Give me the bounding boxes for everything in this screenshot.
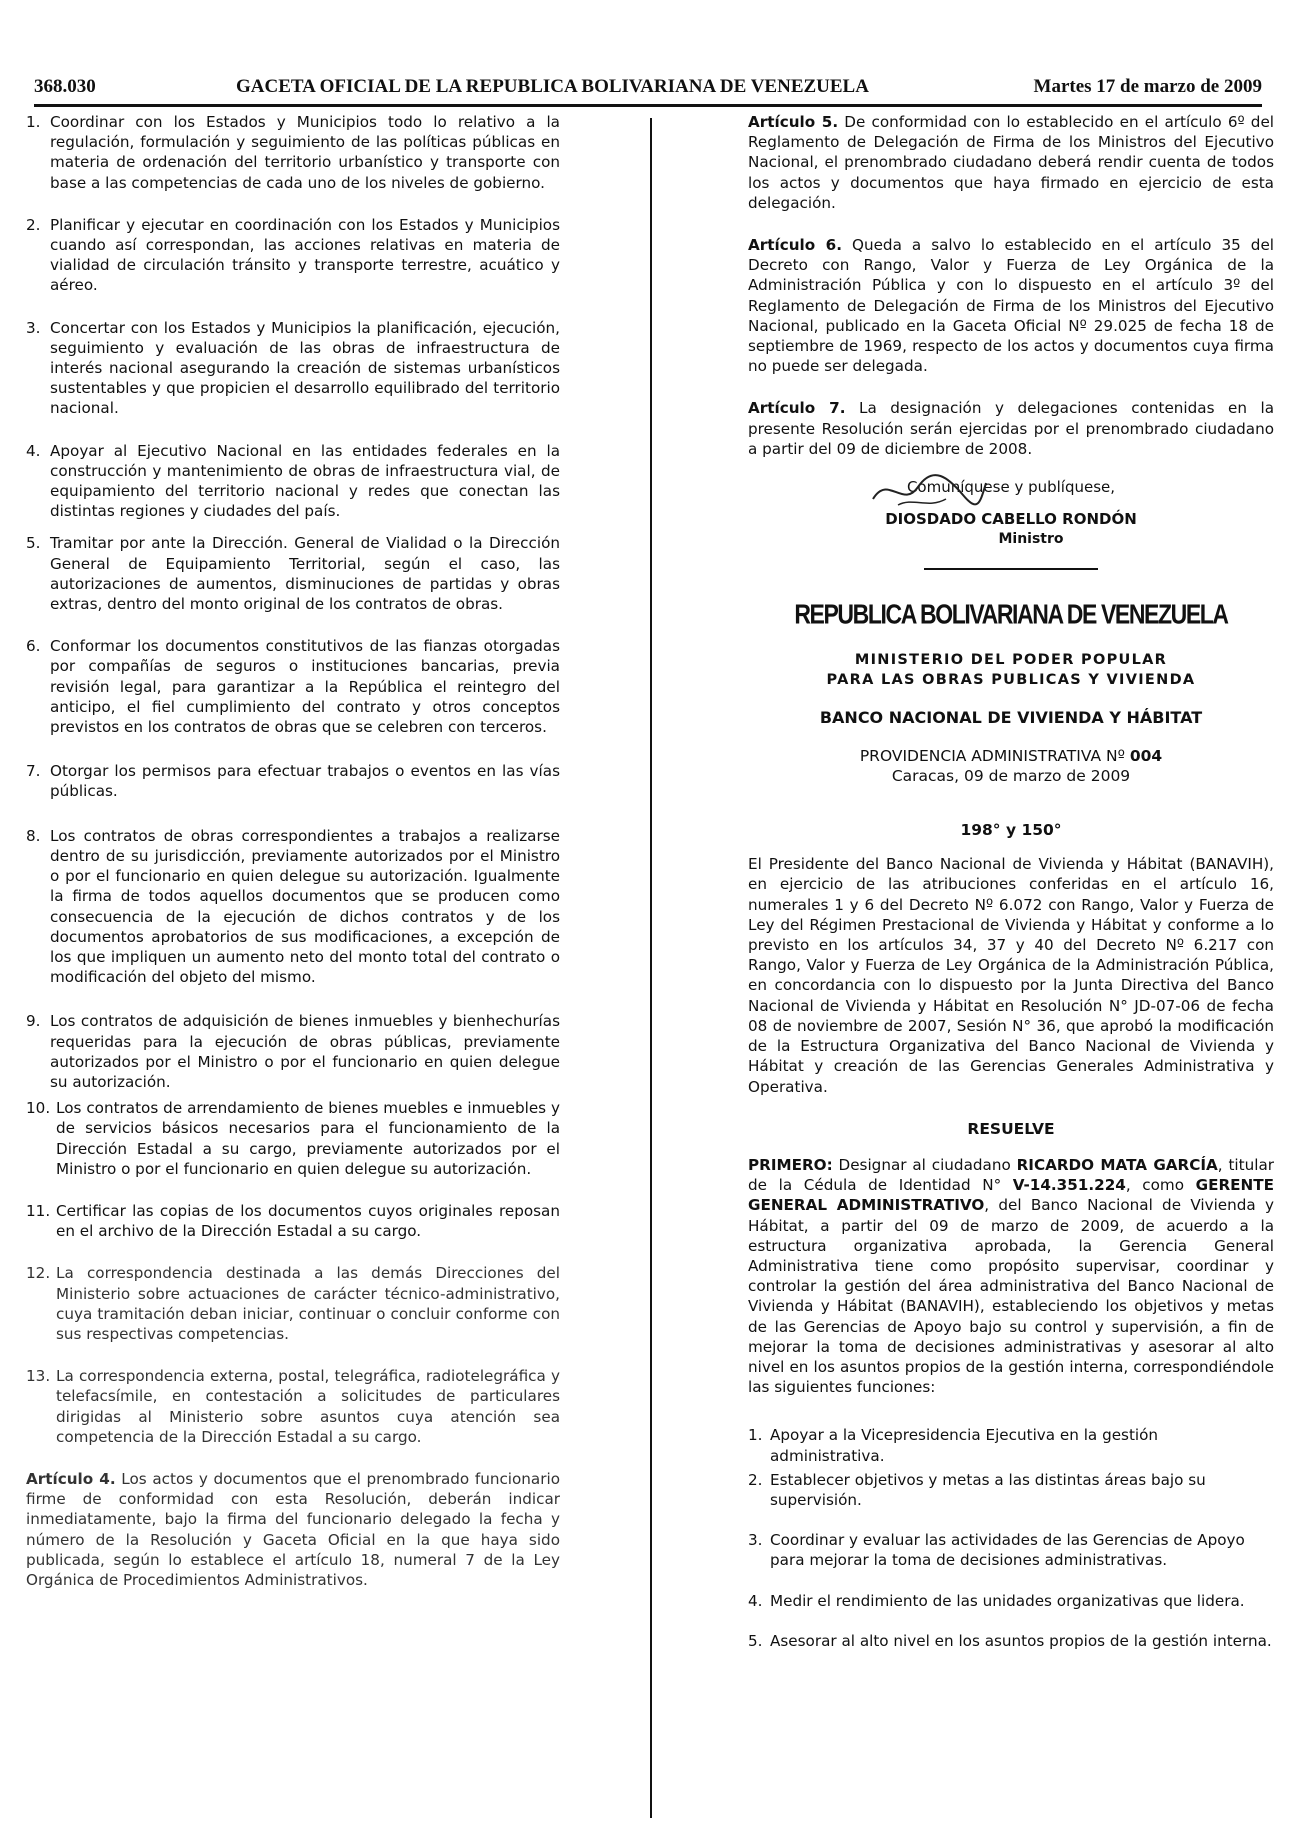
articulo-6-text: Queda a salvo lo establecido en el artículo 35 del Decreto con Rango, Valor y Fuerza de Ley Orgánica de la Administración Pública y con lo dispuesto en el artículo 3º del Reglamento de Delegación de Firma de los Ministros del Ejecutivo Nacional, publicado en la Gaceta Oficial Nº 29.025 de fecha 18 de septiembre de 1969, respecto de los actos y documentos cuya firma no puede ser delegada. <box>748 236 1275 376</box>
list-item: 1. Coordinar con los Estados y Municipios todo lo relativo a la regulación, formulación y seguimiento de las políticas públicas en materia de ordenación del territorio urbanístico y transporte con base a las competencias de cada uno de los niveles de gobierno. <box>26 113 560 192</box>
handwritten-signature-icon <box>868 469 988 513</box>
articulo-4 <box>26 1469 560 1590</box>
list-item: 7. Otorgar los permisos para efectuar trabajos o eventos en las vías públicas. <box>26 762 560 801</box>
articulo-5-text: De conformidad con lo establecido en el artículo 6º del Reglamento de Delegación de Firma de los Ministros del Ejecutivo Nacional, el prenombrado ciudadano deberá rendir cuenta de todos los actos y documentos que haya firmado en ejercicio de esta delegación. <box>748 113 1275 212</box>
issue-date: Martes 17 de marzo de 2009 <box>1033 76 1262 97</box>
list-item: 9. Los contratos de adquisición de bienes inmuebles y bienhechurías requeridas para la ejecución de obras públicas, previamente autorizados por el Ministro o por el funcionario en quien delegue su autorización. <box>26 1012 560 1091</box>
gazette-title: GACETA OFICIAL DE LA REPUBLICA BOLIVARIANA DE VENEZUELA <box>236 76 869 97</box>
signature-block <box>748 477 1274 570</box>
list-item: 2. Establecer objetivos y metas a las distintas áreas bajo su supervisión. <box>748 1470 1206 1509</box>
preamble: El Presidente del Banco Nacional de Vivienda y Hábitat (BANAVIH), en ejercicio de las atribuciones conferidas en el artículo 16, numerales 1 y 6 del Decreto Nº 6.072 con Rango, Valor y Fuerza de Ley del Régimen Prestacional de Vivienda y Hábitat y conforme a lo previsto en los artículos 34, 37 y 40 del Decreto Nº 6.217 con Rango, Valor y Fuerza de Ley Orgánica de la Administración Pública, en concordancia con lo dispuesto por la Junta Directiva del Banco Nacional de Vivienda y Hábitat en Resolución N° JD-07-06 de fecha 08 de noviembre de 2007, Sesión N° 36, que aprobó la modificación de la Estructura Organizativa del Banco Nacional de Vivienda y Hábitat y creación de las Gerencias Generales Administrativa y Operativa. <box>748 855 1274 1096</box>
list-item: 5. Asesorar al alto nivel en los asuntos propios de la gestión interna. <box>748 1631 1272 1650</box>
articulo-7 <box>748 398 1274 459</box>
list-item: 11. Certificar las copias de los documentos cuyos originales reposan en el archivo de la Dirección Estadal a su cargo. <box>26 1201 560 1241</box>
providencia-heading: PROVIDENCIA ADMINISTRATIVA Nº 004 Caracas, 09 de marzo de 2009 <box>748 746 1274 786</box>
list-item: 4. Apoyar al Ejecutivo Nacional en las entidades federales en la construcción y mantenimiento de obras de infraestructura vial, de equipamiento del territorio nacional y redes que conectan las distintas regiones y ciudades del país. <box>26 441 560 521</box>
primero-paragraph: PRIMERO: Designar al ciudadano RICARDO MATA GARCÍA, titular de la Cédula de Identidad N° V-14.351.224, como GERENTE GENERAL ADMINISTRATIVO, del Banco Nacional de Vivienda y Hábitat, a partir del 09 de marzo de 2009, de acuerdo a la estructura organizativa aprobada, la Gerencia General Administrativa tiene como propósito supervisar, coordinar y controlar la gestión del área administrativa del Banco Nacional de Vivienda y Hábitat (BANAVIH), estableciendo los objetivos y metas de las Gerencias de Apoyo bajo su control y supervisión, a fin de mejorar la toma de decisiones administrativas y asesorar al alto nivel en los asuntos propios de la gestión interna, correspondiéndole las siguientes funciones: <box>748 1155 1275 1397</box>
list-item: 6. Conformar los documentos constitutivos de las fianzas otorgadas por compañías de seguros o instituciones bancarias, previa revisión legal, para garantizar a la República el reintegro del anticipo, el fiel cumplimiento del contrato y otros conceptos previstos en los contratos de obras que se celebren con terceros. <box>26 637 560 737</box>
years-line: 198° y 150° <box>960 821 1062 840</box>
minister-title: Ministro <box>998 531 1064 548</box>
list-item: 12. La correspondencia destinada a las demás Direcciones del Ministerio sobre actuaciones de carácter técnico-administrativo, cuya tramitación deban iniciar, continuar o concluir conforme con sus respectivas competencias. <box>26 1264 560 1343</box>
list-item: 8. Los contratos de obras correspondientes a trabajos a realizarse dentro de su jurisdicción, previamente autorizados por el Ministro o por el funcionario en quien delegue su autorización. Igualmente la firma de todos aquellos documentos que se producen como consecuencia de la ejecución de dichos contratos y de los documentos aprobatorios de sus modificaciones, a excepción de los que impliquen un aumento neto del monto total del contrato o modificación del objeto del mismo. <box>26 826 560 987</box>
bank-heading: BANCO NACIONAL DE VIVIENDA Y HÁBITAT <box>819 707 1203 727</box>
page-number: 368.030 <box>34 76 96 97</box>
list-item: 4. Medir el rendimiento de las unidades organizativas que lidera. <box>748 1591 1245 1610</box>
articulo-5 <box>748 112 1274 213</box>
list-item: 3. Concertar con los Estados y Municipios la planificación, ejecución, seguimiento y evaluación de las obras de infraestructura de interés nacional asegurando la creación de sistemas urbanísticos sustentables y que propicien el desarrollo equilibrado del territorio nacional. <box>26 318 560 418</box>
articulo-4-label: Artículo 4. <box>26 1469 116 1488</box>
page-header <box>34 74 1262 107</box>
list-item: 10. Los contratos de arrendamiento de bienes muebles e inmuebles y de servicios básicos necesarios para el funcionamiento de la Dirección Estadal a su cargo, previamente autorizados por el Ministro o por el funcionario en quien delegue su autorización. <box>26 1099 560 1178</box>
articulo-7-text: La designación y delegaciones contenidas en la presente Resolución serán ejercidas por el prenombrado ciudadano a partir del 09 de diciembre de 2008. <box>748 399 1275 458</box>
list-item: 2. Planificar y ejecutar en coordinación con los Estados y Municipios cuando así correspondan, las acciones relativas en materia de vialidad de circulación tránsito y transporte terrestre, acuático y aéreo. <box>26 215 560 295</box>
left-column <box>26 112 560 1590</box>
list-item: 5. Tramitar por ante la Dirección. General de Vialidad o la Dirección General de Equipamiento Territorial, según el caso, las autorizaciones de aumentos, disminuciones de partidas y obras extras, dentro del monto original de los contratos de obras. <box>26 534 560 614</box>
articulo-6 <box>748 235 1274 376</box>
articulo-5-label: Artículo 5. <box>748 113 839 131</box>
closing-line: Comuníquese y publíquese, <box>906 478 1116 497</box>
right-column <box>748 112 1274 1651</box>
list-item: 1. Apoyar a la Vicepresidencia Ejecutiva en la gestión administrativa. <box>748 1426 1159 1465</box>
articulo-4-text: Los actos y documentos que el prenombrado funcionario firme de conformidad con esta Resolución, deberán indicar inmediatamente, bajo la firma del funcionario delegado la fecha y número de la Resolución y Gaceta Oficial en la que haya sido publicada, según lo establece el artículo 18, numeral 7 de la Ley Orgánica de Procedimientos Administrativos. <box>26 1469 560 1589</box>
functions-list <box>748 1425 1274 1651</box>
articulo-6-label: Artículo 6. <box>748 236 842 255</box>
articulo-7-label: Artículo 7. <box>748 399 846 418</box>
list-item: 13. La correspondencia externa, postal, telegráfica, radiotelegráfica y telefacsímile, en contestación a solicitudes de particulares dirigidas al Ministerio sobre asuntos cuya atención sea competencia de la Dirección Estadal a su cargo. <box>26 1367 560 1446</box>
list-item: 3. Coordinar y evaluar las actividades de las Gerencias de Apoyo para mejorar la toma de decisiones administrativas. <box>748 1531 1245 1570</box>
signature-rule <box>924 568 1098 570</box>
column-divider <box>650 118 652 1818</box>
ministry-heading: MINISTERIO DEL PODER POPULAR PARA LAS OBRAS PUBLICAS Y VIVIENDA <box>826 651 1196 688</box>
resuelve-heading: RESUELVE <box>967 1119 1055 1138</box>
minister-name: DIOSDADO CABELLO RONDÓN <box>885 510 1137 529</box>
republic-heading: REPUBLICA BOLIVARIANA DE VENEZUELA <box>794 598 1228 630</box>
place-date: Caracas, 09 de marzo de 2009 <box>891 767 1131 786</box>
